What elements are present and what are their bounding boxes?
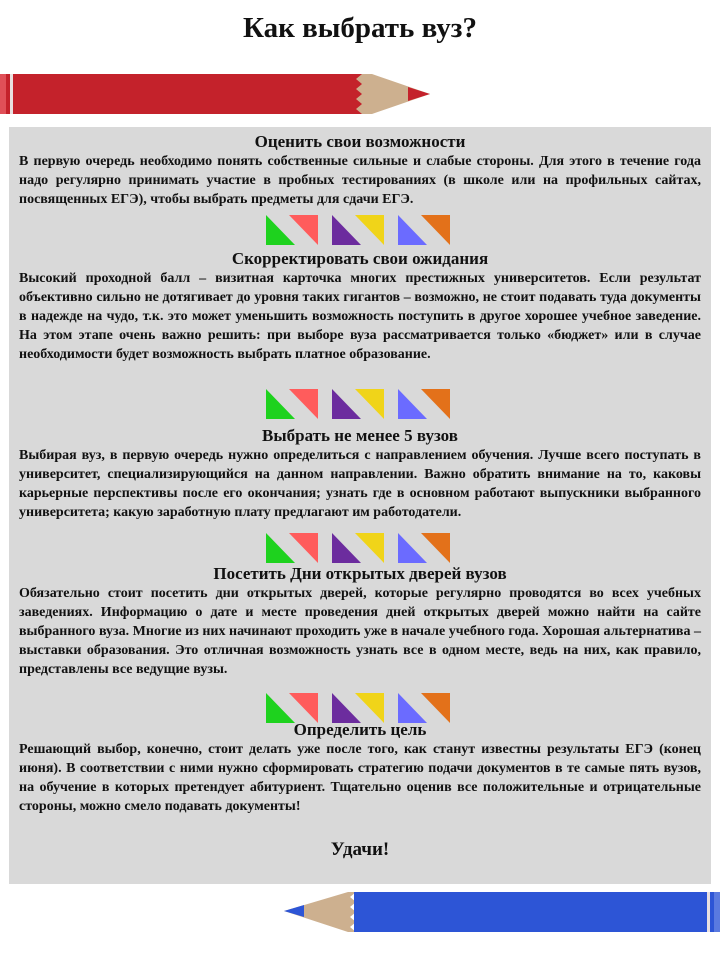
section-heading: Выбрать не менее 5 вузов	[262, 426, 458, 445]
section-define-goal	[9, 720, 711, 816]
section-heading: Скорректировать свои ожидания	[231, 249, 489, 268]
triangle-divider-icon	[266, 533, 450, 564]
section-text: В первую очередь необходимо понять собственные сильные и слабые стороны. Для этого в течение года надо регулярно принимать участие в пробных тестированиях (в школе или на профильных сайтах, посвященных ЕГЭ), чтобы выбрать предметы для сдачи ЕГЭ.	[19, 154, 701, 207]
section-heading: Посетить Дни открытых дверей вузов	[213, 564, 507, 583]
section-heading: Оценить свои возможности	[254, 132, 466, 151]
section-text: Решающий выбор, конечно, стоит делать уже после того, как станут известны результаты ЕГЭ (конец июня). В соответствии с ними нужно сформировать стратегию подачи документов в те самые пять вузов, на обучение в которых претендует абитуриент. Тщательно оценив все положительные и отрицательные стороны, можно смело подавать документы!	[19, 742, 701, 814]
red-pencil-icon	[0, 70, 432, 120]
section-open-days	[9, 564, 711, 679]
section-choose-five	[9, 426, 711, 522]
page-title: Как выбрать вуз?	[243, 12, 477, 44]
section-assess	[9, 132, 711, 209]
section-text: Выбирая вуз, в первую очередь нужно определиться с направлением обучения. Лучше всего поступать в университет, специализирующийся на данном направлении. Важно обратить внимание на то, каковы карьерные перспективы после его окончания; узнать где в основном работают выпускники выбранного университета; какую заработную плату предлагают им работодатели.	[19, 448, 701, 520]
triangle-divider-icon	[266, 215, 450, 246]
triangle-divider-icon	[266, 389, 450, 420]
section-expectations	[9, 249, 711, 364]
section-text: Высокий проходной балл – визитная карточка многих престижных университетов. Если результат объективно сильно не дотягивает до уровня таких гигантов – возможно, не стоит подавать туда документы в надежде на чудо, т.к. это может уменьшить возможность поступить в другое хорошее учебное заведение. На этом этапе очень важно решить: при выборе вуза рассматривается только «бюджет» или в случае необходимости будет возможность выбрать платное образование.	[19, 271, 701, 362]
blue-pencil-icon	[282, 889, 720, 935]
closing-wish: Удачи!	[330, 839, 390, 860]
section-text: Обязательно стоит посетить дни открытых дверей, которые регулярно проводятся во всех учебных заведениях. Информацию о дате и месте проведения дней открытых дверей можно найти на сайте выбранного вуза. Многие из них начинают проходить уже в начале учебного года. Хорошая альтернатива – выставки образования. Это отличная возможность узнать все в одном месте, ведь на них, как правило, представлены все ведущие вузы.	[19, 586, 701, 677]
section-heading: Определить цель	[293, 720, 427, 739]
